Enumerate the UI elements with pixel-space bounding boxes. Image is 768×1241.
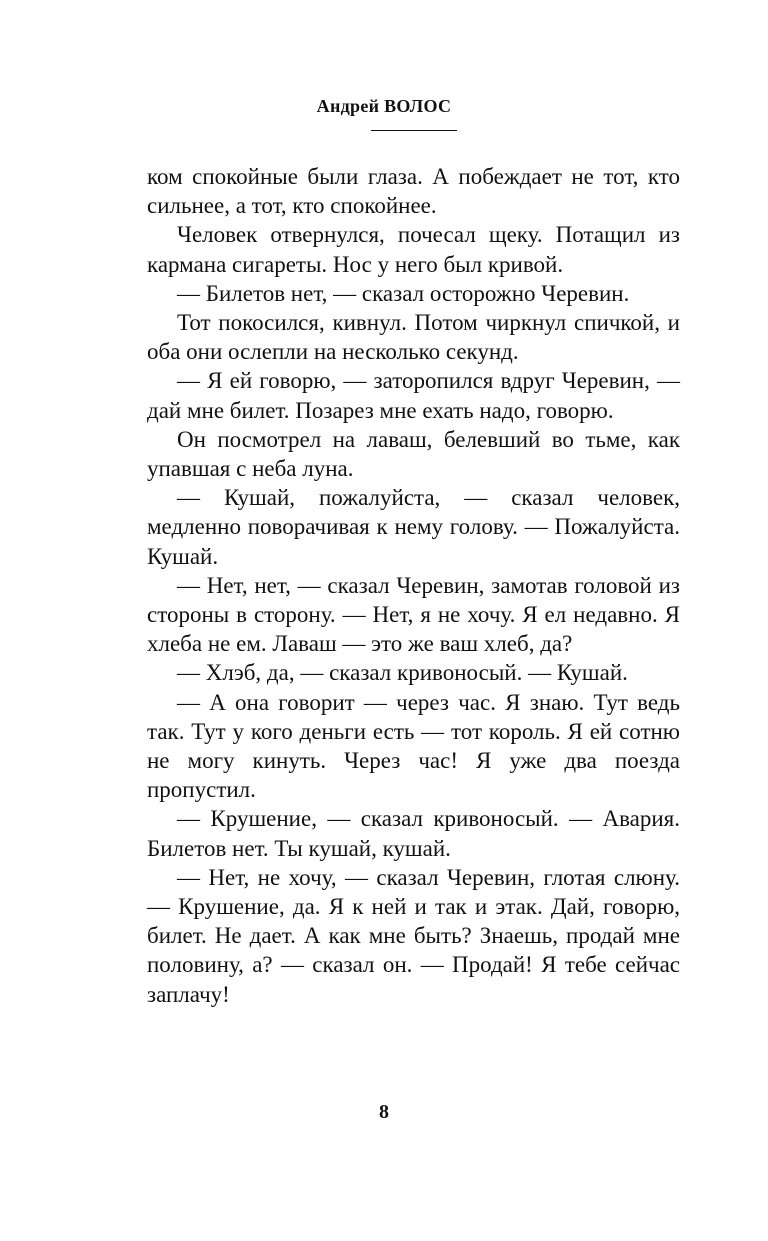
paragraph: — Билетов нет, — сказал осторожно Черевин. bbox=[177, 280, 630, 306]
paragraph: — А она говорит — через час. Я знаю. Тут ведь так. Тут у кого деньги есть — тот король. Я ей сотню не могу кинуть. Через час! Я уже два поезда пропустил. bbox=[147, 689, 680, 803]
paragraph: — Я ей говорю, — заторопился вдруг Черевин, — дай мне билет. Позарез мне ехать надо, говорю. bbox=[147, 368, 680, 423]
paragraph: — Нет, нет, — сказал Черевин, замотав головой из стороны в сторону. — Нет, я не хочу. Я ел недавно. Я хлеба не ем. Лаваш — это же ваш хлеб, да? bbox=[147, 572, 680, 657]
paragraph: — Крушение, — сказал кривоносый. — Авария. Билетов нет. Ты кушай, кушай. bbox=[147, 806, 680, 861]
paragraph: — Нет, не хочу, — сказал Черевин, глотая слюну. — Крушение, да. Я к ней и так и этак. Дай, говорю, билет. Не дает. А как мне быть? Знаешь, продай мне половину, а? — сказал он. — Продай! Я тебе сейчас заплачу! bbox=[147, 864, 680, 1007]
paragraph: — Хлэб, да, — сказал кривоносый. — Кушай. bbox=[177, 660, 628, 686]
paragraph: ком спокойные были глаза. А побеждает не тот, кто сильнее, а тот, кто спокойнее. bbox=[147, 164, 680, 219]
body-text bbox=[147, 162, 680, 1009]
header-rule bbox=[371, 130, 457, 131]
paragraph: — Кушай, пожалуйста, — сказал человек, медленно поворачивая к нему голову. — Пожалуйста. Кушай. bbox=[147, 485, 680, 569]
paragraph: Человек отвернулся, почесал щеку. Потащил из кармана сигареты. Нос у него был кривой. bbox=[147, 222, 680, 277]
page-number: 8 bbox=[379, 1101, 389, 1123]
paragraph: Тот покосился, кивнул. Потом чиркнул спичкой, и оба они ослепли на несколько секунд. bbox=[147, 310, 680, 365]
paragraph: Он посмотрел на лаваш, белевший во тьме, как упавшая с неба луна. bbox=[147, 426, 680, 482]
running-title: Андрей ВОЛОС bbox=[316, 96, 452, 116]
